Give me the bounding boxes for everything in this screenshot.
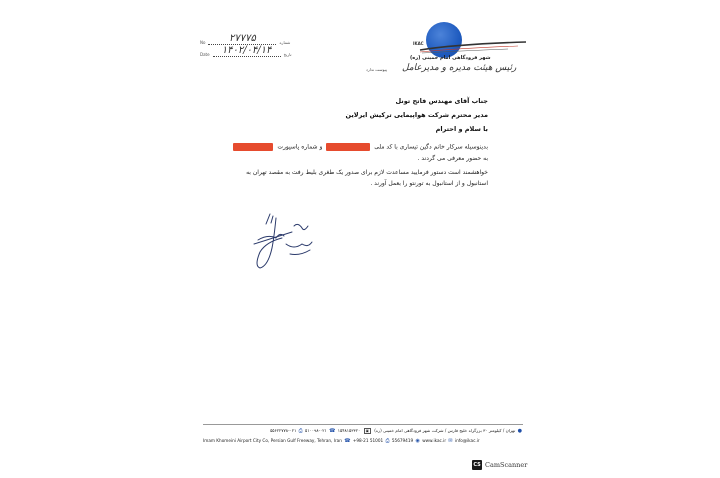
- footer-address: تهران / کیلومتر ۳۰ بزرگراه خلیج فارس / شرکت شهر فرودگاهی امام خمینی (ره): [374, 428, 516, 433]
- footer-phone: ۰۲۱-۵۱۰۰۹۸: [305, 428, 327, 433]
- letter-date-row: [200, 45, 292, 57]
- number-label-en: No: [200, 40, 206, 45]
- organization-name: شهر فرودگاهی امام خمینی (ره): [410, 55, 491, 61]
- date-label-en: Date: [200, 52, 210, 57]
- body-text-intro: بدینوسیله سرکار خانم دگین تیساری با کد ملی: [374, 143, 488, 151]
- footer-divider: [203, 424, 523, 425]
- footer-fax: ۰۲۱-۵۵۶۲۲۷۷۸: [270, 428, 297, 433]
- phone-icon-en: ☎: [344, 438, 351, 444]
- attachment-note: پیوست ندارد: [366, 67, 387, 72]
- body-paragraph-1-line-1: [231, 143, 488, 151]
- letter-date: ۱۴۰۲/۰۴/۱۴: [213, 45, 281, 57]
- camscanner-badge: [472, 460, 527, 470]
- body-text-passport: و شماره پاسپورت: [277, 143, 323, 151]
- greeting: با سلام و احترام: [435, 125, 488, 133]
- footer-address-fa: [203, 428, 523, 434]
- addressee-position: مدیر محترم شرکت هواپیمایی ترکیش ایرلاین: [345, 111, 488, 119]
- camscanner-logo-icon: CS: [473, 462, 481, 468]
- footer-postal-code: ۱۵۴۸۱۵۳۳۲۰: [337, 428, 361, 433]
- body-paragraph-2-line-2: استانبول و از استانبول به تورنتو را بعمل آورند .: [370, 180, 488, 187]
- footer-address-english: Imam Khomeini Airport City Co, Persian Gulf Freeway, Tehran, Iran: [203, 438, 342, 443]
- logo-abbreviation: IKAC: [413, 41, 424, 46]
- footer-website[interactable]: www.ikac.ir: [422, 438, 447, 443]
- camscanner-label: CamScanner: [485, 461, 528, 469]
- issuer-title: رئیس هیئت مدیره و مدیرعامل: [402, 63, 517, 73]
- addressee-name: جناب آقای مهندس فاتح تونل: [395, 97, 488, 105]
- body-paragraph-2-line-1: خواهشمند است دستور فرمایید مساعدت لازم برای صدور یک طغری بلیط رفت به مقصد تهران به: [246, 169, 488, 176]
- letter-number-row: [200, 33, 290, 45]
- redacted-national-id: [326, 143, 370, 151]
- footer-email[interactable]: info@ikac.ir: [454, 438, 480, 443]
- logo-swoosh-icon: [418, 40, 528, 54]
- number-label-fa: شماره: [279, 40, 291, 45]
- date-label-fa: تاریخ: [283, 52, 292, 57]
- footer-phone-en: +98-21 51001: [352, 438, 384, 443]
- letter-number: ۲۷۷۷۵: [208, 33, 276, 45]
- body-paragraph-1-line-2: به حضور معرفی می گردند .: [417, 155, 488, 162]
- redacted-passport-number: [233, 143, 273, 151]
- fax-icon-en: ⎙: [385, 438, 390, 444]
- footer-fax-en: 55679419: [391, 438, 414, 443]
- fax-icon: ⎙: [298, 428, 303, 434]
- footer-address-en: [203, 438, 523, 444]
- location-pin-icon: ●: [517, 428, 522, 434]
- email-icon: ✉: [448, 438, 453, 444]
- signature-icon: [246, 208, 316, 273]
- phone-icon: ☎: [329, 428, 336, 434]
- postal-code-icon: ▣: [365, 429, 369, 433]
- globe-icon: ◉: [415, 438, 420, 444]
